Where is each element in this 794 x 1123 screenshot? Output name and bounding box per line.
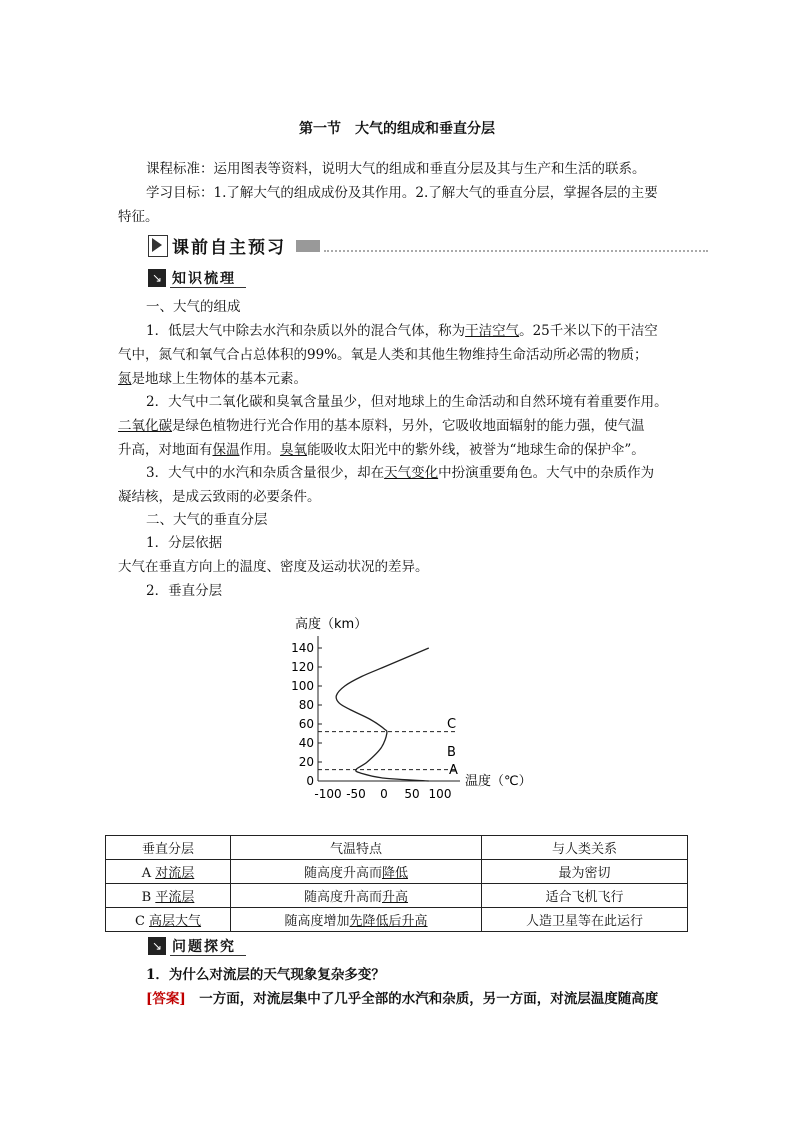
key-term: 氮 [118, 371, 132, 387]
key-term: 二氧化碳 [118, 418, 172, 434]
arrow-box-icon: ↘ [148, 269, 166, 287]
s1-p1-line1 [118, 320, 706, 344]
header-layer: 垂直分层 [106, 836, 231, 860]
layers-heading: 2．垂直分层 [146, 583, 223, 599]
key-term: 天气变化 [384, 465, 439, 481]
text-run: 随高度升高而 [303, 866, 382, 881]
label-c: C [447, 717, 457, 732]
x-tick-label: 50 [404, 787, 420, 801]
key-term: 臭氧 [280, 442, 307, 458]
layer-letter: A [141, 866, 156, 881]
layers-table [105, 835, 688, 932]
temperature-altitude-chart [285, 610, 555, 805]
layer-name: 平流层 [155, 890, 195, 905]
relation-cell: 人造卫星等在此运行 [482, 908, 688, 932]
text-run: 随高度增加 [284, 914, 350, 929]
standard-label: 课程标准： [146, 161, 214, 177]
key-term: 先降低后升高 [349, 914, 428, 929]
y-axis-label: 高度（km） [295, 617, 368, 632]
banner-arrow-icon [152, 238, 162, 252]
y-tick-label: 0 [306, 774, 314, 788]
section-banner [148, 233, 708, 259]
text-run: 1．低层大气中除去水汽和杂质以外的混合气体，称为 [146, 323, 466, 339]
s1-p2-line1: 2．大气中二氧化碳和臭氧含量虽少，但对地球上的生命活动和自然环境有着重要作用。 [146, 394, 668, 410]
x-tick-label: 100 [428, 787, 452, 801]
course-standard [118, 158, 678, 182]
y-tick-label: 40 [298, 736, 314, 750]
layer-name: 高层大气 [149, 914, 202, 929]
x-axis-label: 温度（℃） [465, 774, 532, 789]
answer-tag: [答案] [146, 991, 186, 1007]
header-temperature: 气温特点 [231, 836, 482, 860]
banner-bar [296, 240, 320, 252]
header-relation: 与人类关系 [482, 836, 688, 860]
section1-heading: 一、大气的组成 [146, 299, 241, 315]
standard-text: 运用图表等资料，说明大气的组成和垂直分层及其与生产和生活的联系。 [213, 161, 646, 177]
arrow-box-icon: ↘ [148, 937, 166, 955]
text-run: 。25千米以下的干洁空 [519, 323, 658, 339]
text-run: 是地球上生物体的基本元素。 [131, 371, 307, 387]
answer-1 [118, 988, 706, 1012]
s1-p2-line2 [118, 415, 678, 439]
s1-p1-line3 [118, 368, 678, 392]
text-run: 中扮演重要角色。大气中的杂质作为 [438, 465, 655, 481]
text-run: 能吸收太阳光中的紫外线，被誉为“地球生命的保护伞”。 [307, 442, 645, 458]
learning-goals-line2: 特征。 [118, 209, 159, 225]
key-term: 升高 [382, 890, 409, 905]
layer-cell [106, 860, 231, 884]
basis-heading: 1．分层依据 [146, 535, 223, 551]
y-tick-label: 60 [298, 717, 314, 731]
text-run: 作用。 [239, 442, 280, 458]
knowledge-heading-label: 知识梳理 [172, 271, 236, 287]
temperature-cell [231, 884, 482, 908]
s1-p1-line2: 气中，氮气和氧气合占总体积的99%。氧是人类和其他生物维持生命活动所必需的物质； [118, 347, 648, 363]
layer-letter: B [141, 890, 156, 905]
key-term: 干洁空气 [465, 323, 520, 339]
label-a: A [449, 763, 458, 778]
y-tick-labels [291, 641, 322, 788]
x-tick-label: 0 [380, 787, 388, 801]
inquiry-heading-label: 问题探究 [172, 939, 236, 955]
table-row [106, 860, 688, 884]
relation-cell: 最为密切 [482, 860, 688, 884]
x-tick-labels [314, 787, 451, 801]
x-tick-label: -50 [346, 787, 366, 801]
heading-underline [170, 955, 246, 956]
text-run: 升高，对地面有 [118, 442, 213, 458]
section2-heading: 二、大气的垂直分层 [146, 512, 268, 528]
key-term: 降低 [382, 866, 409, 881]
temperature-cell [231, 860, 482, 884]
label-b: B [447, 745, 456, 760]
question-1: 1．为什么对流层的天气现象复杂多变？ [146, 967, 385, 983]
layer-letter: C [134, 914, 150, 929]
relation-cell: 适合飞机飞行 [482, 884, 688, 908]
s1-p3-line2: 凝结核，是成云致雨的必要条件。 [118, 489, 321, 505]
temperature-cell [231, 908, 482, 932]
table-row [106, 884, 688, 908]
text-run: 是绿色植物进行光合作用的基本原料，另外，它吸收地面辐射的能力强，使气温 [172, 418, 645, 434]
layer-cell [106, 908, 231, 932]
banner-title: 课前自主预习 [172, 238, 286, 258]
y-tick-label: 20 [298, 755, 314, 769]
heading-underline [170, 287, 246, 288]
s1-p2-line3 [118, 439, 678, 463]
layer-cell [106, 884, 231, 908]
table-row [106, 908, 688, 932]
y-tick-label: 140 [291, 641, 314, 655]
banner-dotted-rule [324, 250, 708, 252]
y-tick-label: 100 [291, 679, 314, 693]
temperature-curve [336, 648, 429, 781]
table-header-row [106, 836, 688, 860]
y-tick-label: 120 [291, 660, 314, 674]
y-tick-label: 80 [298, 698, 314, 712]
key-term: 保温 [212, 442, 240, 458]
answer-text: 一方面，对流层集中了几乎全部的水汽和杂质，另一方面，对流层温度随高度 [185, 991, 659, 1007]
learning-goals-line1: 学习目标：1.了解大气的组成成份及其作用。2.了解大气的垂直分层，掌握各层的主要 [146, 185, 658, 201]
s1-p3-line1 [118, 462, 706, 486]
text-run: 随高度升高而 [303, 890, 382, 905]
text-run: 3．大气中的水汽和杂质含量很少，却在 [146, 465, 385, 481]
x-tick-label: -100 [314, 787, 342, 801]
layer-name: 对流层 [155, 866, 195, 881]
page-title: 第一节 大气的组成和垂直分层 [299, 121, 495, 137]
basis-text: 大气在垂直方向上的温度、密度及运动状况的差异。 [118, 559, 429, 575]
